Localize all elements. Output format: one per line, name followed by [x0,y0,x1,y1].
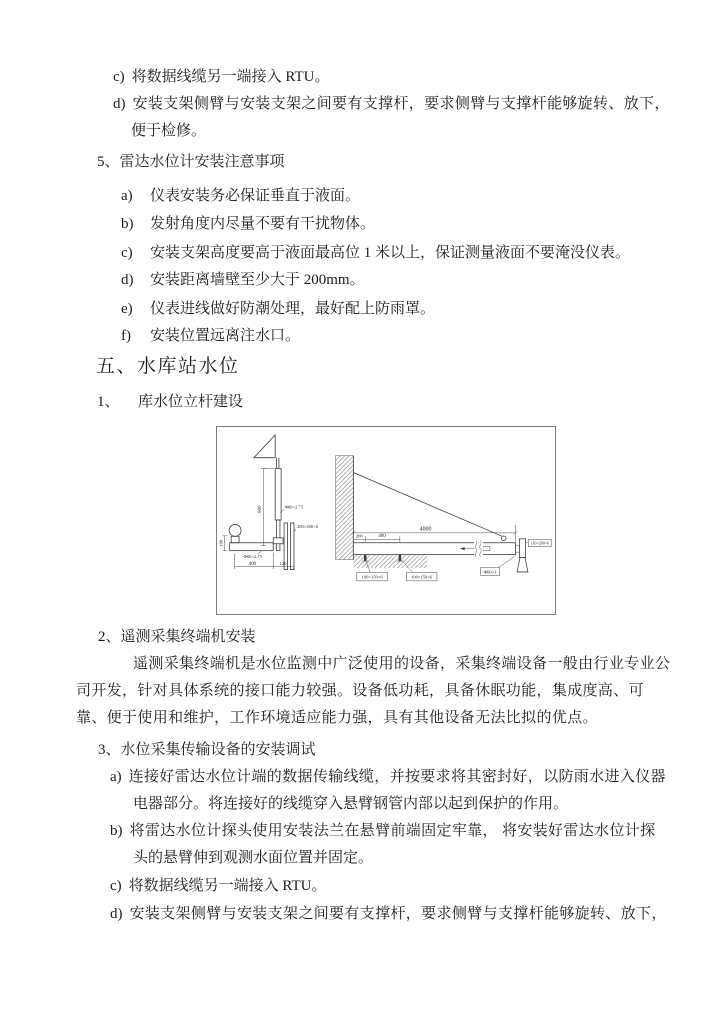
subsection1-heading [97,392,243,412]
list-marker: c) [121,245,133,261]
wall-section [336,456,354,560]
list-item [121,243,630,263]
list-marker: f) [121,328,131,344]
list-marker: a) [110,769,122,785]
bolt-plate-label-2: 100×150×6 [411,574,433,580]
list-text: 安装距离墙壁至少大于 200mm。 [150,272,365,288]
list-marker: 1、 [97,394,120,410]
list-item-a [110,767,666,787]
dim-800: 800 [257,505,263,513]
list-item-d [113,94,670,114]
flange-plate-2 [291,523,294,569]
list-text: 将雷达水位计探头使用安装法兰在悬臂前端固定牢靠， 将安装好雷达水位计探 [129,823,656,839]
list-text: 连接好雷达水位计端的数据传输线缆，并按要求将其密封好，以防雨水进入仪器 [128,769,666,785]
list-item-b-cont [133,848,373,868]
section3-heading: 3、水位采集传输设备的安装调试 [98,742,316,758]
list-text: 便于检修。 [131,123,207,139]
list-marker: d) [113,96,126,112]
end-plate-label: 110×200×6 [530,540,550,546]
list-text: 安装位置远离注水口。 [150,328,301,344]
pole-elevation-view [219,435,319,570]
list-text: 头的悬臂伸到观测水面位置并固定。 [133,850,374,866]
figure-frame [216,426,556,615]
list-item-d [110,904,667,924]
list-text: 电器部分。将连接好的线缆穿入悬臂钢管内部以起到保护的作用。 [133,796,569,812]
list-item-b [110,821,656,841]
list-marker: e) [121,301,133,317]
list-text: 仪表进线做好防潮处理，最好配上防雨罩。 [150,301,436,317]
dim-400: 400 [378,533,386,539]
list-marker: b) [110,823,123,839]
list-text: 仪表安装务必保证垂直于液面。 [150,188,361,204]
list-text: 安装支架高度要高于液面最高位 1 米以上，保证测量液面不要淹没仪表。 [150,245,631,261]
pole-installation-diagram [217,427,553,612]
paragraph-line: 遥测采集终端机是水位监测中广泛使用的设备，采集终端设备一般由行业专业公 [133,656,671,672]
dim-4000: 4000 [419,526,432,533]
list-marker: d) [110,906,123,922]
boom-pipe-spec-label: Φ60×3 [483,569,497,575]
paragraph-line: 司开发，针对具体系统的接口能力较强。设备低功耗，具备休眠功能，集成度高、可 [76,683,644,699]
list-item-d-cont [131,121,206,141]
pipe-spec-label: Φ60×2.75 [243,554,262,560]
list-item [121,299,435,319]
list-item-c [110,876,327,896]
pole-collar [273,538,283,544]
radar-sensor-dome [229,524,241,536]
chapter-heading: 五、水库站水位 [96,356,240,377]
section5-heading: 5、雷达水位计安装注意事项 [97,154,285,170]
dim-400: 400 [248,562,257,568]
radar-sensor-body [231,536,239,542]
list-marker: d) [121,272,134,288]
cable-hook [501,536,506,541]
list-marker: c) [110,878,122,894]
list-text: 发射角度内尽量不要有干扰物体。 [150,216,376,232]
list-text: 安装支架侧臂与安装支架之间要有支撑杆，要求侧臂与支撑杆能够旋转、放下， [132,96,670,112]
solar-panel-shape [254,435,275,458]
pole-lower [276,520,280,551]
radar-horn [517,558,528,572]
anchor-bolt-2 [399,555,402,561]
dim-200: 200 [355,533,363,539]
list-item-c [113,67,330,87]
dim-120: 120 [279,561,287,567]
list-item [121,214,375,234]
anchor-bolt-1 [364,555,367,561]
end-mount-plate [520,539,526,558]
boom-side-view [336,456,552,581]
sensor-pipe [230,543,274,551]
list-item [121,270,365,290]
list-item-a-cont [133,794,568,814]
list-text: 将数据线缆另一端接入 RTU。 [128,878,327,894]
list-text: 安装支架侧臂与安装支架之间要有支撑杆，要求侧臂与支撑杆能够旋转、放下， [129,906,667,922]
pole-sleeve [275,469,281,520]
section2-heading: 2、遥测采集终端机安装 [98,629,256,645]
list-item [121,186,360,206]
list-marker: a) [121,188,133,204]
heading-text: 库水位立杆建设 [138,394,244,410]
plate-spec-label: 200×200×6 [296,523,318,529]
boom-arm [353,543,515,555]
list-marker: b) [121,216,134,232]
list-text: 将数据线缆另一端接入 RTU。 [131,69,330,85]
bolt-plate-label-1: 100×150×6 [361,574,383,580]
dim-100: 100 [218,539,224,547]
pole-spec-label: Φ60×2.75 [284,504,303,510]
list-marker: c) [113,69,125,85]
list-item [121,326,300,346]
paragraph-line: 靠、便于使用和维护，工作环境适应能力强，具有其他设备无法比拟的优点。 [76,710,598,726]
